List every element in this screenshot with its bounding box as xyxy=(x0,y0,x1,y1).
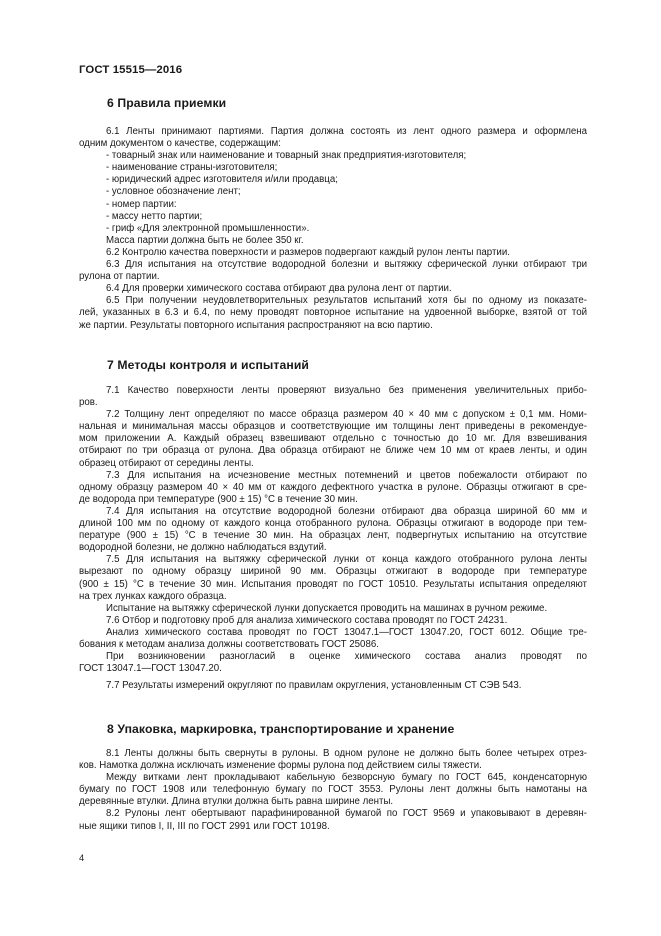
paragraph-7-3-line: де водорода при температуре (900 ± 15) °С в течение 30 мин. xyxy=(79,493,358,505)
list-item: - наименование страны-изготовителя; xyxy=(106,162,278,174)
paragraph-7-2-line: отбирают по три образца от рулона. Два образца отбирают не ближе чем 10 мм от краев ленты, и один xyxy=(79,445,587,457)
paragraph-8-1-line: ков. Намотка должна исключать изменение формы рулона под действием силы тяжести. xyxy=(79,760,482,772)
section-7-body xyxy=(79,385,587,692)
paragraph-8-1b-line: Между витками лент прокладывают кабельную безворсную бумагу по ГОСТ 645, конденсаторную xyxy=(106,772,587,784)
paragraph-mass: Масса партии должна быть не более 350 кг. xyxy=(106,234,304,246)
paragraph-8-1b-line: бумагу по ГОСТ 1908 или телефонную бумагу по ГОСТ 3553. Рулоны лент должны быть намотаны на xyxy=(79,784,587,796)
document-code-header: ГОСТ 15515—2016 xyxy=(79,64,183,76)
paragraph-7-1-line: ров. xyxy=(79,397,98,409)
list-item: - массу нетто партии; xyxy=(106,210,203,222)
list-item: - условное обозначение лент; xyxy=(106,186,241,198)
paragraph-8-1-line: 8.1 Ленты должны быть свернуты в рулоны. В одном рулоне не должно быть более четырех отрез- xyxy=(106,748,587,759)
section-8-body xyxy=(79,748,587,833)
section-7-title: 7 Методы контроля и испытаний xyxy=(107,358,310,372)
paragraph-7-6b-line: Анализ химического состава проводят по ГОСТ 13047.1—ГОСТ 13047.20, ГОСТ 6012. Общие тре- xyxy=(106,626,587,638)
paragraph-7-6c-line: При возникновении разногласий в оценке химического состава анализ проводят по xyxy=(106,651,587,663)
paragraph-7-3-line: 7.3 Для испытания на исчезновение местных потемнений и цветов побежалости отбирают по xyxy=(106,469,587,481)
paragraph-7-5-line: на трех лунках каждого образца. xyxy=(79,590,227,602)
paragraph-7-4-line: длиной 100 мм по одному от каждого конца отобранного рулона. Образцы отжигают в водороде при тем- xyxy=(79,518,587,530)
section-6-title: 6 Правила приемки xyxy=(107,96,227,110)
paragraph-7-4-line: водородной болезни, не должно наблюдаться вздутий. xyxy=(79,542,327,554)
list-item: - гриф «Для электронной промышленности». xyxy=(106,222,310,234)
paragraph-7-3-line: одному образцу размером 40 × 40 мм от каждого дефектного участка в рулоне. Образцы отжигают в сре- xyxy=(79,481,587,493)
page-number: 4 xyxy=(79,852,85,863)
paragraph-8-2-line: 8.2 Рулоны лент обертывают парафинированной бумагой по ГОСТ 9569 и упаковывают в деревян- xyxy=(106,808,587,820)
paragraph-7-4-line: пературе (900 ± 15) °С в течение 30 мин. На образцах лент, подвергнутых испытанию на отсутствие xyxy=(79,530,587,542)
paragraph-7-6c-line: ГОСТ 13047.1—ГОСТ 13047.20. xyxy=(79,663,222,675)
paragraph-7-6b-line: бования к методам анализа должны соответствовать ГОСТ 25086. xyxy=(79,638,379,650)
paragraph-6-5-line: 6.5 При получении неудовлетворительных результатов испытаний хотя бы по одному из показате- xyxy=(106,295,587,307)
paragraph-6-3-line: 6.3 Для испытания на отсутствие водородной болезни и вытяжку сферической лунки отбирают три xyxy=(106,259,587,271)
paragraph-7-6: 7.6 Отбор и подготовку проб для анализа химического состава проводят по ГОСТ 24231. xyxy=(106,614,508,626)
paragraph-8-1b-line: деревянные втулки. Длина втулки должна быть равна ширине ленты. xyxy=(79,796,394,808)
paragraph-6-1-line: 6.1 Ленты принимают партиями. Партия должна состоять из лент одного размера и оформлена xyxy=(106,126,587,137)
paragraph-6-1-line: одним документом о качестве, содержащим: xyxy=(79,138,281,150)
paragraph-7-5-note: Испытание на вытяжку сферической лунки допускается проводить на машинах в ручном режиме. xyxy=(106,602,548,614)
paragraph-7-2-line: образец отбирают от середины ленты. xyxy=(79,457,254,469)
list-item: - юридический адрес изготовителя и/или продавца; xyxy=(106,174,338,186)
paragraph-7-2-line: нальная и минимальная массы образцов и соответствующие им толщины лент приведены в рекомендуе- xyxy=(79,421,587,433)
paragraph-6-5-line: же партии. Результаты повторного испытания распространяют на всю партию. xyxy=(79,319,433,331)
paragraph-7-2-line: 7.2 Толщину лент определяют по массе образца размером 40 × 40 мм с допуском ± 0,1 мм. Номи- xyxy=(106,409,587,421)
paragraph-7-5-line: 7.5 Для испытания на вытяжку сферической лунки от конца каждого отобранного рулона ленты xyxy=(106,554,587,566)
paragraph-7-7: 7.7 Результаты измерений округляют по правилам округления, установленным СТ СЭВ 543. xyxy=(106,680,522,692)
paragraph-7-2-line: мом приложении А. Каждый образец взвешивают отдельно с точностью до 10 мг. Для взвешивания xyxy=(79,433,587,445)
paragraph-7-5-line: (900 ± 15) °С в течение 30 мин. Испытания проводят по ГОСТ 10510. Результаты испытания определяют xyxy=(79,578,587,590)
paragraph-7-5-line: вырезают по одному образцу шириной 90 мм. Образцы отжигают в водороде при температуре xyxy=(79,566,587,578)
paragraph-7-4-line: 7.4 Для испытания на отсутствие водородной болезни отбирают два образца шириной 60 мм и xyxy=(106,505,587,517)
paragraph-8-2-line: ные ящики типов I, II, III по ГОСТ 2991 или ГОСТ 10198. xyxy=(79,820,330,832)
paragraph-6-5-line: лей, указанных в 6.3 и 6.4, по нему проводят повторное испытание на удвоенной выборке, взятой от той xyxy=(79,307,587,319)
section-8-title: 8 Упаковка, маркировка, транспортирование и хранение xyxy=(107,722,455,736)
paragraph-6-3-line: рулона от партии. xyxy=(79,271,160,283)
list-item: - номер партии: xyxy=(106,198,177,210)
paragraph-7-1-line: 7.1 Качество поверхности ленты проверяют визуально без применения увеличительных прибо- xyxy=(106,385,587,396)
paragraph-6-2: 6.2 Контролю качества поверхности и размеров подвергают каждый рулон ленты партии. xyxy=(106,246,510,258)
list-item: - товарный знак или наименование и товарный знак предприятия-изготовителя; xyxy=(106,150,467,162)
paragraph-6-4: 6.4 Для проверки химического состава отбирают два рулона лент от партии. xyxy=(106,283,452,295)
section-6-body xyxy=(79,126,587,332)
